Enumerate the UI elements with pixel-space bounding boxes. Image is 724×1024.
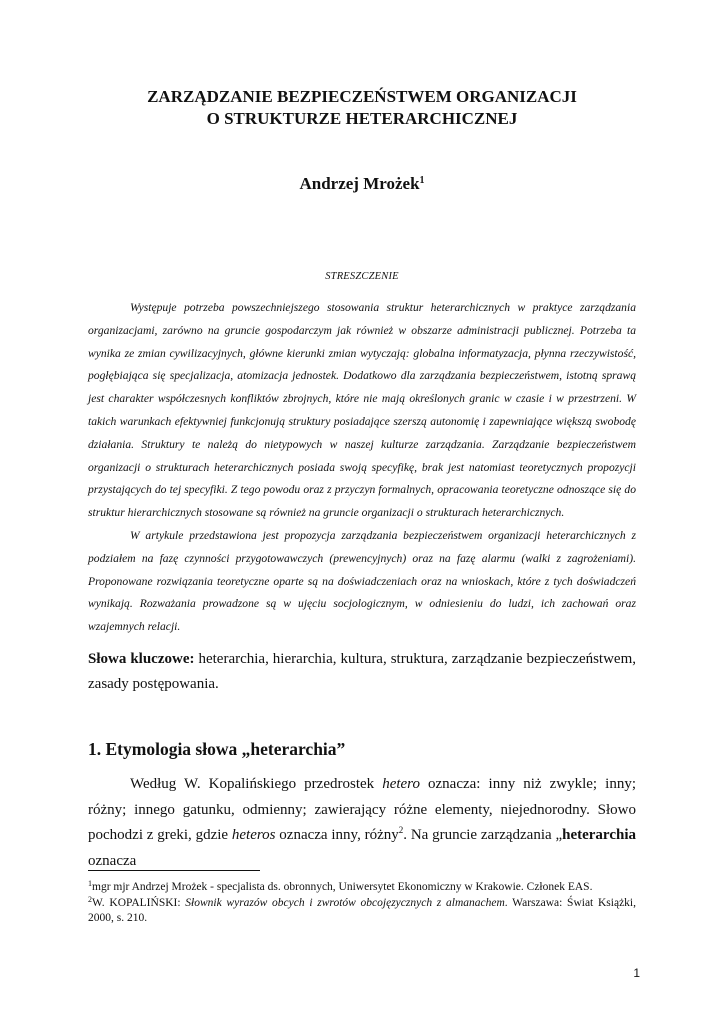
footnote-2-publisher: . Warszawa: Świat Książki, 2000, s. 210. xyxy=(88,896,636,924)
abstract-heading: STRESZCZENIE xyxy=(325,271,399,282)
footnote-1-mark: 1 xyxy=(88,879,92,888)
author-footnote-mark: 1 xyxy=(419,175,425,186)
abstract-paragraph-1: Występuje potrzeba powszechniejszego stosowania struktur heterarchicznych w praktyce zarządzania organizacjami, zarówno na gruncie gospodarczym jak również w obszarze administracji publicznej. Potrzeba ta wynika ze zmian cywilizacyjnych, główne kierunki zmian wytyczają: globalna informatyzacja, płynna rzeczywistość, pogłębiająca się specjalizacja, atomizacja jednostek. Dodatkowo dla zarządzania bezpieczeństwem, istotną sprawą jest charakter współczesnych konfliktów zbrojnych, które nie mają określonych granic w czasie i w przestrzeni. W takich warunkach efektywniej funkcjonują struktury posiadające szerszą autonomię i zapewniające większą swobodę działania. Struktury te należą do nietypowych w naszej kulturze zarządzania. Zarządzanie bezpieczeństwem organizacji o strukturach heterarchicznych posiada swoją specyfikę, brak jest natomiast teoretycznych propozycji przystających do tej specyfiki. Z tego powodu oraz z przyczyn formalnych, opracowania teoretyczne odnoszące się do struktur hierarchicznych stosowane są również na gruncie organizacji o strukturach heterarchicznych. xyxy=(88,301,636,520)
body-paragraph xyxy=(88,772,636,874)
term-hetero: hetero xyxy=(382,776,420,792)
footnote-1 xyxy=(88,880,636,896)
footnotes xyxy=(88,880,636,927)
abstract-paragraph-2: W artykule przedstawiona jest propozycja zarządzania bezpieczeństwem organizacji heterarchicznych z podziałem na fazę czynności przygotowawczych (prewencyjnych) oraz na fazę alarmu (walki z zagrożeniami). Proponowane rozwiązania teoretyczne oparte są na doświadczeniach oraz na wnioskach, które z tych doświadczeń wynikają. Rozważania prowadzone są w ujęciu socjologicznym, w odniesieniu do ludzi, ich zachowań oraz wzajemnych relacji. xyxy=(88,528,636,634)
footnote-1-text: mgr mjr Andrzej Mrożek - specjalista ds. obronnych, Uniwersytet Ekonomiczny w Krakowie. Członek EAS. xyxy=(92,881,593,893)
keywords xyxy=(88,647,636,697)
author-line xyxy=(88,174,636,194)
body-text-run: oznacza: inny niż zwykle; inny; różny; innego gatunku, odmienny; zawierający różne elementy, niejednorodny. Słowo pochodzi z greki, gdzie xyxy=(88,776,636,843)
section-body xyxy=(88,772,636,874)
body-text-run: . Na gruncie zarządzania „ xyxy=(403,827,563,843)
abstract xyxy=(88,297,636,639)
keywords-label: Słowa kluczowe: xyxy=(88,651,195,667)
footnote-2-author: W. KOPALIŃSKI: xyxy=(92,896,186,909)
footnote-2-book-title: Słownik wyrazów obcych i zwrotów obcojęzycznych z almanachem xyxy=(185,896,505,909)
body-text-run: oznacza xyxy=(88,852,137,869)
footnote-2 xyxy=(88,896,636,927)
author-name: Andrzej Mrożek xyxy=(299,174,420,193)
term-heterarchia: heterarchia xyxy=(562,827,636,843)
body-text-run: Według W. Kopalińskiego przedrostek xyxy=(130,776,383,792)
footnote-separator xyxy=(88,870,260,871)
keywords-text: heterarchia, hierarchia, kultura, struktura, zarządzanie bezpieczeństwem, zasady postępowania. xyxy=(88,651,637,692)
footnote-ref[interactable]: 2 xyxy=(398,825,404,835)
paper-title xyxy=(88,86,636,130)
section-heading: 1. Etymologia słowa „heterarchia” xyxy=(88,739,346,759)
footnote-2-mark: 2 xyxy=(88,894,92,904)
page-number: 1 xyxy=(633,966,640,980)
term-heteros: heteros xyxy=(231,827,276,843)
title-line-2: O STRUKTURZE HETERARCHICZNEJ xyxy=(206,109,518,128)
title-line-1: ZARZĄDZANIE BEZPIECZEŃSTWEM ORGANIZACJI xyxy=(147,87,577,106)
body-text-run: oznacza inny, różny xyxy=(275,827,399,843)
